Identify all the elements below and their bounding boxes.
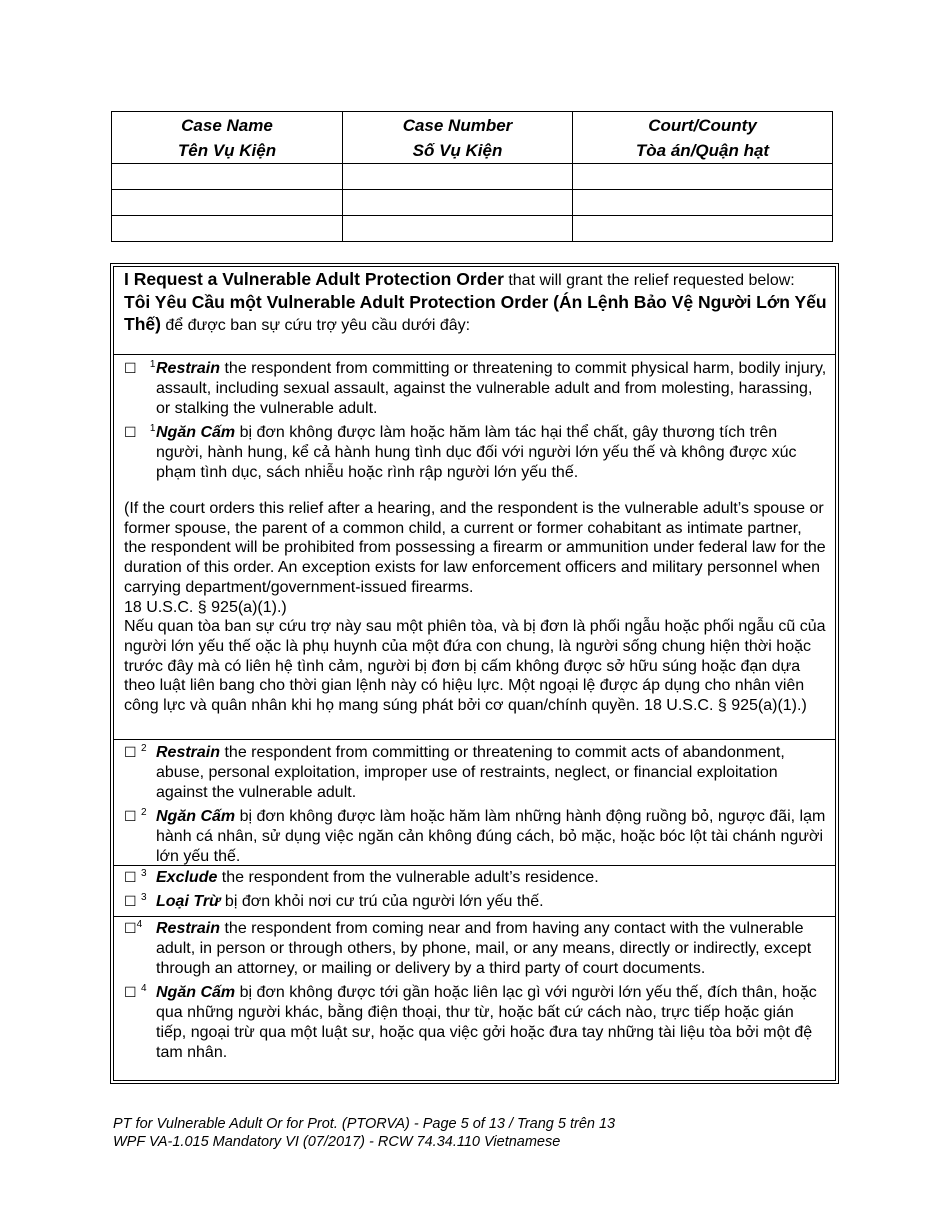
checkbox-icon[interactable]: ☐ xyxy=(124,921,137,937)
case-name-label-en: Case Name xyxy=(181,115,273,135)
item-text: bị đơn không được tới gần hoặc liên lạc gì với người lớn yếu thế, đích thân, hoặc qua những người khác, bằng điện thoại, thư từ, hoặc bất cứ cách nào, trực tiếp hoặc gián tiếp, ngoại trừ qua một luật sư, hoặc qua việc gởi hoặc đưa tay những tài liệu tòa bởi một đệ tam nhân. xyxy=(156,984,817,1061)
item-keyword: Exclude xyxy=(156,869,218,886)
court-county-header xyxy=(573,112,833,164)
court-county-cell[interactable] xyxy=(573,190,833,216)
case-name-cell[interactable] xyxy=(112,190,343,216)
case-name-cell[interactable] xyxy=(112,216,343,242)
checkbox-icon[interactable]: ☐ xyxy=(124,809,137,825)
table-row xyxy=(112,190,833,216)
request-title-rest: that will grant the relief requested below: xyxy=(503,272,795,289)
court-county-label-en: Court/County xyxy=(648,115,757,135)
relief-item-2-vi xyxy=(124,807,827,867)
item-number: 4 xyxy=(136,919,143,930)
request-title-vi-rest: để được ban sự cứu trợ yêu cầu dưới đây: xyxy=(160,317,471,334)
case-name-cell[interactable] xyxy=(112,164,343,190)
table-row xyxy=(112,164,833,190)
firearm-note-vi: Nếu quan tòa ban sự cứu trợ này sau một phiên tòa, và bị đơn là phối ngẫu hoặc phối ngẫu cũ của người lớn yếu thế oặc là phụ huynh của một đứa con chung, là người sống chung hiện thời hoặc trước đây mà có liên hệ tình cảm, người bị đơn bị cấm không được sở hữu súng hoặc đạn dựa theo luật liên bang cho thời gian lệnh này có hiệu lực. Một ngoại lệ được áp dụng cho nhân viên công lực và quân nhân khi họ mang súng phát bởi cơ quan/chính quyền. 18 U.S.C. § 925(a)(1).) xyxy=(124,618,826,715)
item-number: 1 xyxy=(149,359,156,370)
item-keyword: Ngăn Cấm xyxy=(156,424,236,441)
request-header xyxy=(114,267,835,355)
item-text: the respondent from committing or threatening to commit physical harm, bodily injury, assault, including sexual assault, against the vulnerable adult and from molesting, harassing, or stalking the vulnerable adult. xyxy=(156,360,827,417)
relief-section-4 xyxy=(114,917,835,1080)
table-row xyxy=(112,216,833,242)
item-number: 3 xyxy=(141,868,147,879)
case-number-cell[interactable] xyxy=(343,216,573,242)
case-number-cell[interactable] xyxy=(343,164,573,190)
relief-item-3-vi xyxy=(124,892,827,912)
firearm-note-citation: 18 U.S.C. § 925(a)(1).) xyxy=(124,598,287,616)
footer-line-1: PT for Vulnerable Adult Or for Prot. (PTORVA) - Page 5 of 13 / Trang 5 trên 13 xyxy=(113,1116,616,1132)
firearm-note-en xyxy=(124,499,827,617)
item-number: 3 xyxy=(141,892,147,903)
checkbox-icon[interactable]: ☐ xyxy=(124,894,137,910)
item-keyword: Restrain xyxy=(156,360,221,377)
case-caption-table xyxy=(111,111,833,242)
case-number-cell[interactable] xyxy=(343,190,573,216)
request-title: I Request a Vulnerable Adult Protection Order xyxy=(124,269,504,289)
case-name-header xyxy=(112,112,343,164)
case-number-label-en: Case Number xyxy=(402,115,513,135)
case-number-label-vi: Số Vụ Kiện xyxy=(412,140,503,160)
footer-line-2: WPF VA-1.015 Mandatory VI (07/2017) - RCW 74.34.110 Vietnamese xyxy=(113,1134,561,1150)
item-keyword: Ngăn Cấm xyxy=(156,808,236,825)
relief-item-3-en xyxy=(124,868,827,888)
item-keyword: Loại Trừ xyxy=(156,893,221,910)
checkbox-icon[interactable]: ☐ xyxy=(124,745,137,761)
item-number: 1 xyxy=(149,423,156,434)
request-box xyxy=(110,263,839,1084)
relief-section-1 xyxy=(114,355,835,740)
item-text: the respondent from the vulnerable adult’s residence. xyxy=(217,869,599,886)
relief-item-2-en xyxy=(124,743,827,803)
item-number: 2 xyxy=(141,743,147,754)
item-keyword: Restrain xyxy=(156,744,221,761)
court-county-label-vi: Tòa án/Quận hạt xyxy=(635,140,770,160)
item-text: bị đơn không được làm hoặc hăm làm tác hại thể chất, gây thương tích trên người, hành hung, kể cả hành hung tình dục đối với người lớn yếu thế và không được xúc phạm tình dục, sách nhiễu hoặc rình rập người lớn yếu thế. xyxy=(156,424,797,481)
checkbox-icon[interactable]: ☐ xyxy=(124,870,137,886)
relief-item-1-en xyxy=(124,359,827,419)
relief-section-3 xyxy=(114,866,835,917)
page-footer xyxy=(113,1115,615,1151)
firearm-note-text: (If the court orders this relief after a hearing, and the respondent is the vulnerable adult’s spouse or former spouse, the parent of a common child, a current or former cohabitant as intimate partner, the respondent will be prohibited from possessing a firearm or ammunition under federal law for the duration of this order. An exception exists for law enforcement officers and military personnel when carrying department/government-issued firearms. xyxy=(124,500,826,596)
court-county-cell[interactable] xyxy=(573,164,833,190)
item-text: bị đơn không được làm hoặc hăm làm những hành động ruồng bỏ, ngược đãi, lạm hành cá nhân, sử dụng việc ngăn cản không đúng cách, bỏ mặc, hoặc bóc lột tài chánh người lớn yếu thế. xyxy=(156,808,826,865)
item-keyword: Ngăn Cấm xyxy=(156,984,236,1001)
request-header-vi xyxy=(124,292,827,336)
relief-item-4-vi xyxy=(124,983,827,1063)
item-text: bị đơn khỏi nơi cư trú của người lớn yếu thế. xyxy=(220,893,544,910)
item-number: 2 xyxy=(141,807,147,818)
checkbox-icon[interactable]: ☐ xyxy=(124,425,137,441)
item-keyword: Restrain xyxy=(156,920,221,937)
request-header-en xyxy=(124,270,827,290)
case-name-label-vi: Tên Vụ Kiện xyxy=(177,140,277,160)
relief-section-2 xyxy=(114,740,835,866)
item-text: the respondent from coming near and from having any contact with the vulnerable adult, in person or through others, by phone, mail, or any means, directly or indirectly, except through an attorney, or mailing or delivery by a third party of court documents. xyxy=(156,920,812,977)
checkbox-icon[interactable]: ☐ xyxy=(124,361,137,377)
item-text: the respondent from committing or threatening to commit acts of abandonment, abuse, personal exploitation, improper use of restraints, neglect, or financial exploitation against the vulnerable adult. xyxy=(156,744,785,801)
relief-item-4-en xyxy=(124,919,827,979)
court-county-cell[interactable] xyxy=(573,216,833,242)
relief-item-1-vi xyxy=(124,423,827,483)
checkbox-icon[interactable]: ☐ xyxy=(124,985,137,1001)
case-number-header xyxy=(343,112,573,164)
request-title-vi: Tôi Yêu Cầu một Vulnerable Adult Protection Order (Án Lệnh Bảo Vệ Người Lớn Yếu Thế) xyxy=(124,292,827,334)
item-number: 4 xyxy=(141,983,147,994)
